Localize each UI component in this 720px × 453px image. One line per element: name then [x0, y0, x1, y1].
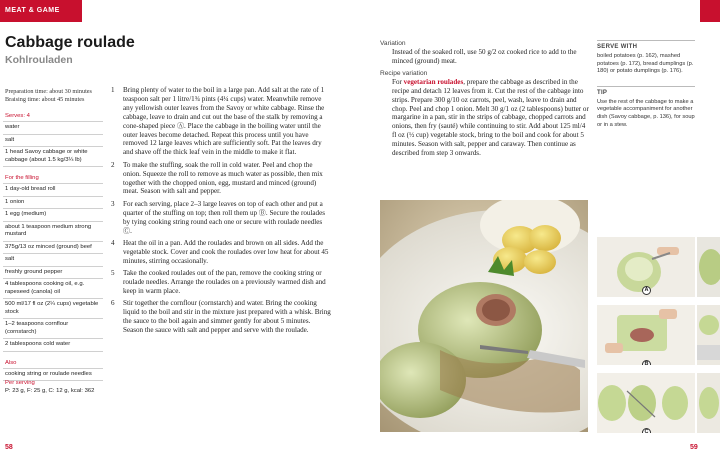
step-photo-badge: C [642, 428, 651, 433]
ingredient-item: 500 ml/17 fl oz (2¼ cups) vegetable stock [3, 298, 103, 318]
recipe-title: Cabbage roulade [5, 34, 135, 51]
section-tab [700, 0, 720, 22]
step-text: Heat the oil in a pan. Add the roulades and brown on all sides. Add the vegetable stock. Cover and cook the roulades over low heat for about 45 minutes, stirring occasionally. [123, 239, 329, 265]
sidebar [597, 40, 695, 139]
ingredient-item: 1 day-old bread roll [3, 183, 103, 196]
step-number: 1 [111, 86, 115, 94]
ingredient-list [3, 112, 103, 381]
step-photo-b [597, 305, 695, 365]
ingredient-item: 375g/13 oz minced (ground) beef [3, 241, 103, 254]
step-text: Bring plenty of water to the boil in a large pan. Add salt at the rate of 1 teaspoon salt per 1 litre/1¾ pints (4¼ cups) water. Meanwhile remove any yellowish outer leaves from the Savoy or white cabbage. Rinse the cabbage, leave to drain and cut out the base of the stalk by removing a cone-shaped piece Ⓐ. Place the cabbage in the boiling water until the outer leaves become detached. Repeat this process until you have removed 12 large leaves which are sufficiently soft. Pat the leaves dry and shave off the thick leaf vein in the middle to make it flat. [123, 86, 325, 157]
ingredient-item: about 1 teaspoon medium strong mustard [3, 221, 103, 241]
step-item [111, 200, 331, 236]
braise-time: Braising time: about 45 minutes [5, 96, 85, 103]
ingredient-item: 2 tablespoons cold water [3, 338, 103, 352]
filling-heading: For the filling [5, 175, 39, 181]
ingredient-item: water [3, 121, 103, 134]
ingredient-item: 1 onion [3, 196, 103, 209]
per-serving-heading: Per serving [5, 380, 35, 386]
method-steps [111, 86, 331, 339]
step-item [111, 269, 331, 296]
ingredient-item: salt [3, 253, 103, 266]
step-item [111, 86, 331, 157]
also-heading: Also [5, 359, 17, 366]
step-text: Take the cooked roulades out of the pan, remove the cooking string or roulade needles. Arrange the roulades on a previously warmed dish and keep in warm place. [123, 269, 326, 296]
category-bar [0, 0, 82, 22]
step-number: 5 [111, 269, 115, 278]
step-photo-badge: A [642, 286, 651, 295]
step-photo-a [597, 237, 695, 297]
tip-text: Use the rest of the cabbage to make a vegetable accompaniment for another dish (Savoy cabbage, p. 136), for soup or in a stew. [597, 98, 695, 128]
step-text: Stir together the cornflour (cornstarch) and water. Bring the cooking liquid to the boil and stir in the mixture just prepared with a whisk. Bring the sauce to the boil again and simmer gently for about 5 minutes. Season the sauce with salt and pepper and serve with the roulade. [123, 299, 331, 335]
step-item [111, 299, 331, 335]
ingredient-item: 1 head Savoy cabbage or white cabbage (about 1.5 kg/3¼ lb) [3, 146, 103, 167]
step-photo-c [597, 373, 695, 433]
variations [380, 40, 590, 162]
recipe-variation-intro: For [392, 77, 404, 86]
step-text: For each serving, place 2–3 large leaves on top of each other and put a quarter of the stuffing on top; then roll them up Ⓑ. Secure the roulades by tying cooking string round each one or secure with roulade needles Ⓒ. [123, 199, 325, 235]
step-item [111, 161, 331, 197]
page-number-right: 59 [690, 444, 698, 451]
serves-label: Serves: 4 [5, 113, 30, 119]
ingredient-item: 1 egg (medium) [3, 208, 103, 221]
ingredient-item: freshly ground pepper [3, 266, 103, 279]
dish-photo [380, 200, 588, 432]
step-text: To make the stuffing, soak the roll in cold water. Peel and chop the onion. Squeeze the roll to remove as much water as possible, then mix together with the chopped onion, egg, mustard and minced (ground) meat. Season with salt and pepper. [123, 160, 323, 196]
step-photo-c-side [697, 373, 720, 433]
serve-with-text: boiled potatoes (p. 162), mashed potatoes (p. 172), bread dumplings (p. 180) or potato dumplings (p. 176). [597, 53, 694, 75]
step-photo-badge: B [642, 360, 651, 365]
variation-text: Instead of the soaked roll, use 50 g/2 oz cooked rice to add to the minced (ground) meat. [392, 48, 577, 65]
tip-heading: TIP [597, 86, 695, 96]
vegetarian-link: vegetarian roulades [403, 77, 464, 86]
variation-label: Variation [380, 40, 406, 47]
ingredient-item: salt [3, 134, 103, 147]
per-serving-values: P: 23 g, F: 25 g, C: 12 g, kcal: 362 [5, 387, 95, 394]
step-photo-a-side [697, 237, 720, 297]
page-number-left: 58 [5, 444, 13, 451]
step-photo-b-side [697, 305, 720, 365]
step-item [111, 239, 331, 266]
recipe-variation-text [380, 78, 590, 158]
step-number: 3 [111, 199, 115, 208]
step-number: 4 [111, 239, 115, 247]
ingredient-item: 1–2 teaspoons cornflour (cornstarch) [3, 318, 103, 338]
time-info [5, 88, 105, 104]
step-number: 2 [111, 160, 115, 169]
ingredient-item: 4 tablespoons cooking oil, e.g. rapeseed (canola) oil [3, 278, 103, 298]
recipe-variation-label: Recipe variation [380, 69, 428, 77]
ingredient-item: cooking string or roulade needles [3, 368, 103, 382]
nutrition-info [5, 380, 105, 395]
recipe-variation-body: , prepare the cabbage as described in the recipe and detach 12 leaves from it. Cut the rest of the cabbage into strips. Prepare 300 g/10 oz carrots, peel, wash, leave to drain and chop. Peel and chop 1 onion. Melt 30 g/1 oz (2 tablespoons) butter or margarine in a pan, stir in the strips of cabbage, chopped carrots and onions, then fry (sauté) while continuing to stir. Add about 125 ml/4 fl oz (½ cup) vegetable stock, bring to the boil and cook for about 5 minutes. Season with salt, pepper and caraway. Then continue as described from step 3 onwards. [392, 77, 589, 158]
recipe-subtitle: Kohlrouladen [5, 54, 73, 66]
serve-with-heading: SERVE WITH [597, 40, 695, 50]
step-number: 6 [111, 299, 115, 308]
category-label: MEAT & GAME [5, 7, 60, 14]
prep-time: Preparation time: about 30 minutes [5, 88, 92, 95]
